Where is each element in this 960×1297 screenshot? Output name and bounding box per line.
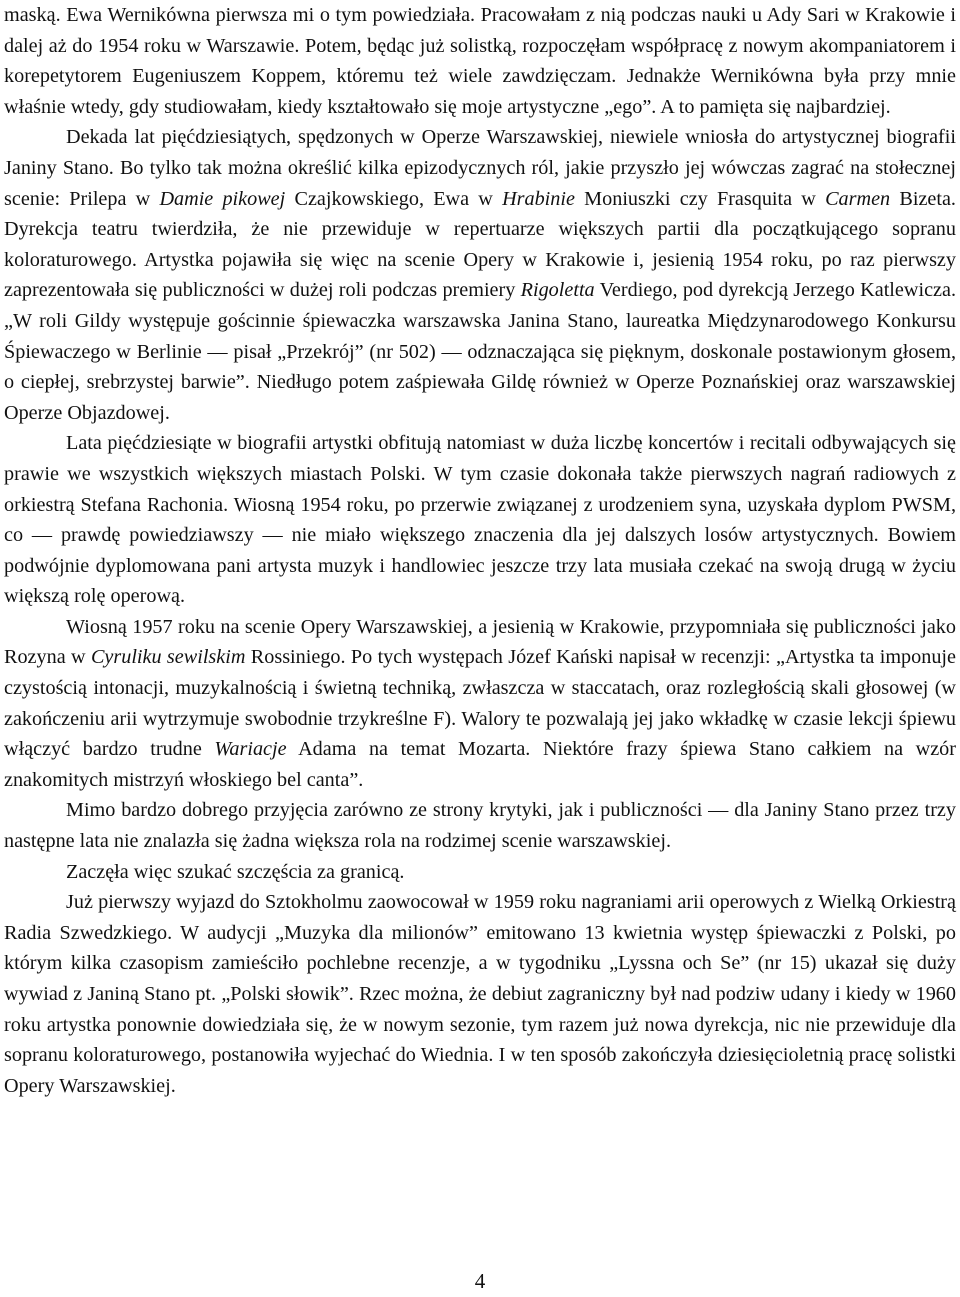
text-run: Moniuszki czy Frasquita w — [574, 187, 826, 210]
text-run: Już pierwszy wyjazd do Sztokholmu zaowocował w 1959 roku nagraniami arii operowych z Wielką Orkiestrą Radia Szwedzkiego. W audycji „Muzyka dla milionów” emitowano 13 kwietnia występ śpiewaczki z Polski, po którym kilka czasopism zamieściło pochlebne recenzje, a w tygodniku „Lyssna och Se” (nr 15) ukazał się duży wywiad z Janiną Stano pt. „Polski słowik”. Rzec można, że debiut zagraniczny był nad podziw udany i kiedy w 1960 roku artystka ponownie dowiedziała się, że w nowym sezonie, tym razem już nowa dyrekcja, nic nie przewiduje dla sopranu koloraturowego, postanowiła wyjechać do Wiednia. I w ten sposób zakończyła dziesięcioletnią pracę solistki Opery Warszawskiej. — [4, 891, 956, 1097]
paragraph-2 — [4, 122, 956, 428]
work-title: Wariacje — [214, 738, 287, 761]
work-title: Cyruliku sewilskim — [90, 646, 246, 669]
work-title: Hrabinie — [502, 187, 575, 210]
text-run: Czajkowskiego, Ewa w — [285, 187, 503, 210]
paragraph-3 — [4, 428, 956, 612]
work-title: Rigoletta — [520, 279, 595, 302]
paragraph-4 — [4, 612, 956, 796]
paragraph-6 — [4, 857, 956, 888]
text-run: Rossiniego. Po tych występach Józef Kański napisał w recenzji: „Artystka ta imponuje czystością intonacji, muzykalnością i świetną techniką, zwłaszcza w staccatach, oraz rozległością skali głosowej (w zakończeniu arii wytrzymuje swobodnie trzykreślne F). Walory te pozwalają jej jako wkładkę w czasie lekcji śpiewu włączyć bardzo trudne — [4, 646, 956, 761]
text-run: Wiosną 1957 roku na scenie Opery Warszawskiej, a jesienią w Krakowie, przypomniała się publiczności jako Rozyna w — [4, 615, 956, 669]
text-run: maską. Ewa Wernikówna pierwsza mi o tym powiedziała. Pracowałam z nią podczas nauki u Ady Sari w Krakowie i dalej aż do 1954 roku w Warszawie. Potem, będąc już solistką, rozpoczęłam współpracę z nowym akompaniatorem i korepetytorem Eugeniuszem Koppem, któremu też wiele zawdzięczam. Jednakże Wernikówna była przy mnie właśnie wtedy, gdy studiowałam, kiedy kształtowało się moje artystyczne „ego”. A to pamięta się najbardziej. — [4, 4, 956, 118]
text-run: Bizeta. Dyrekcja teatru twierdziła, że nie przewiduje w repertuarze większych partii dla początkującego sopranu koloraturowego. Artystka pojawiła się więc na scenie Opery w Krakowie i, jesienią 1954 roku, po raz pierwszy zaprezentowała się publiczności w dużej roli podczas premiery — [4, 187, 956, 302]
paragraph-5 — [4, 795, 956, 856]
text-run: Mimo bardzo dobrego przyjęcia zarówno ze strony krytyki, jak i publiczności — dla Janiny Stano przez trzy następne lata nie znalazła się żadna większa rola na rodzimej scenie warszawskiej. — [4, 799, 956, 853]
text-run: Lata pięćdziesiąte w biografii artystki obfitują natomiast w duża liczbę koncertów i recitali odbywających się prawie we wszystkich większych miastach Polski. W tym czasie dokonała także pierwszych nagrań radiowych z orkiestrą Stefana Rachonia. Wiosną 1954 roku, po przerwie związanej z urodzeniem syna, uzyskała dyplom PWSM, co — prawdę powiedziawszy — nie miało większego znaczenia dla jej dalszych losów artystycznych. Bowiem podwójnie dyplomowana pani artysta muzyk i handlowiec jeszcze trzy lata musiała czekać na swoją drugą w życiu większą rolę operową. — [4, 432, 956, 608]
paragraph-1 — [4, 0, 956, 122]
text-run: Zaczęła więc szukać szczęścia za granicą. — [66, 860, 405, 883]
text-run: Adama na temat Mozarta. Niektóre frazy śpiewa Stano całkiem na wzór znakomitych mistrzyń włoskiego bel canta”. — [4, 738, 956, 791]
work-title: Carmen — [825, 187, 891, 210]
page-number: 4 — [474, 1269, 486, 1293]
text-run: Verdiego, pod dyrekcją Jerzego Katlewicza. „W roli Gildy występuje gościnnie śpiewaczka warszawska Janina Stano, laureatka Międzynarodowego Konkursu Śpiewaczego w Berlinie — pisał „Przekrój” (nr 502) — odznaczająca się pięknym, doskonale postawionym głosem, o ciepłej, srebrzystej barwie”. Niedługo potem zaśpiewała Gildę również w Operze Poznańskiej oraz warszawskiej Operze Objazdowej. — [4, 279, 956, 424]
work-title: Damie pikowej — [159, 187, 286, 210]
document-page — [4, 0, 956, 1101]
text-run: Dekada lat pięćdziesiątych, spędzonych w Operze Warszawskiej, niewiele wniosła do artystycznej biografii Janiny Stano. Bo tylko tak można określić kilka epizodycznych ról, jakie przyszło jej wówczas zagrać na stołecznej scenie: Prilepa w — [4, 126, 956, 210]
paragraph-7 — [4, 887, 956, 1101]
